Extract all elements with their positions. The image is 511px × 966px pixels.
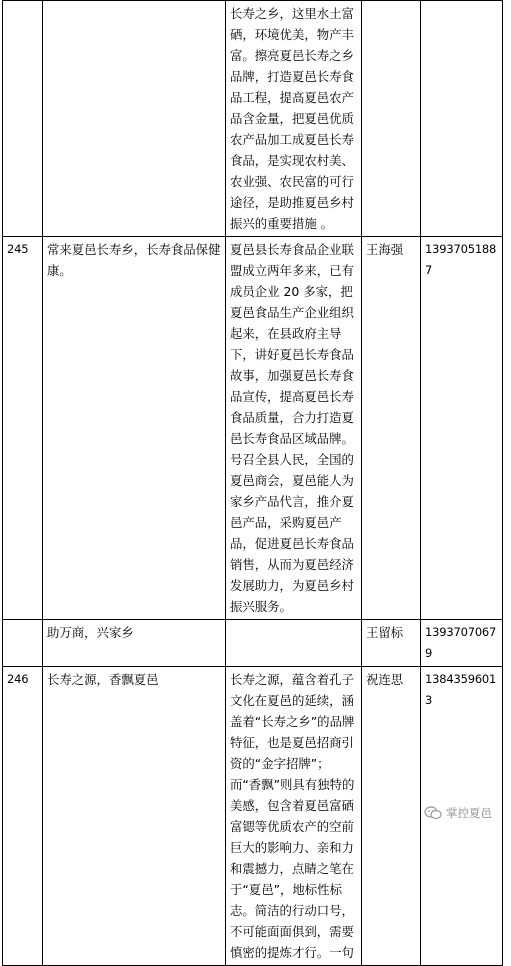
- slogan-description: 夏邑县长寿食品企业联盟成立两年多来，已有成员企业 20 多家，把夏邑食品生产企业组织起来，在县政府主导下，讲好夏邑长寿食品故事，加强夏邑长寿食品宣传，提高夏邑长寿食品质量，合力打造夏邑长寿食品区域品牌。号召全县人民，全国的夏邑商会，夏邑能人为家乡产品代言，推介夏邑产品，采购夏邑产品，促进夏邑长寿食品销售，从而为夏邑经济发展助力，为夏邑乡村振兴服务。: [226, 237, 362, 620]
- slogan-title: 助万商，兴家乡: [43, 620, 226, 667]
- author-name: 王海强: [362, 237, 421, 620]
- table-row: [3, 1, 503, 237]
- author-name: 王留标: [362, 620, 421, 667]
- row-number: [3, 620, 43, 667]
- author-name: [362, 1, 421, 237]
- slogan-title: [43, 1, 226, 237]
- slogan-title: 常来夏邑长寿乡，长寿食品保健康。: [43, 237, 226, 620]
- slogan-description: 长寿之乡，这里水土富硒，环境优美，物产丰富。擦亮夏邑长寿之乡品牌，打造夏邑长寿食品工程，提高夏邑农产品含金量，把夏邑优质农产品加工成夏邑长寿食品，是实现农村美、农业强、农民富的可行途径，是助推夏邑乡村振兴的重要措施 。: [226, 1, 362, 237]
- author-phone: 13937070679: [421, 620, 503, 667]
- author-phone: 13843596013: [421, 667, 503, 966]
- row-number: [3, 1, 43, 237]
- watermark-text: 掌控夏邑: [446, 806, 492, 820]
- author-name: 祝连思: [362, 667, 421, 966]
- watermark: [421, 804, 495, 822]
- table-row: [3, 237, 503, 620]
- row-number: 246: [3, 667, 43, 966]
- author-phone: [421, 1, 503, 237]
- slogan-title: 长寿之源，香飘夏邑: [43, 667, 226, 966]
- table-row: [3, 620, 503, 667]
- row-number: 245: [3, 237, 43, 620]
- slogan-description: [226, 620, 362, 667]
- wechat-icon: [424, 806, 442, 820]
- slogan-description: 长寿之源，蕴含着孔子文化在夏邑的延续，涵盖着“长寿之乡”的品牌特征，也是夏邑招商引资的“金字招牌”；而“香飘”则具有独特的美感，包含着夏邑富硒富锶等优质农产的空前巨大的影响力、亲和力和震撼力，点睛之笔在于“夏邑”，地标性标志。简洁的行动口号，不可能面面俱到，需要慎密的提炼才行。一句: [226, 667, 362, 966]
- author-phone: 13937051887: [421, 237, 503, 620]
